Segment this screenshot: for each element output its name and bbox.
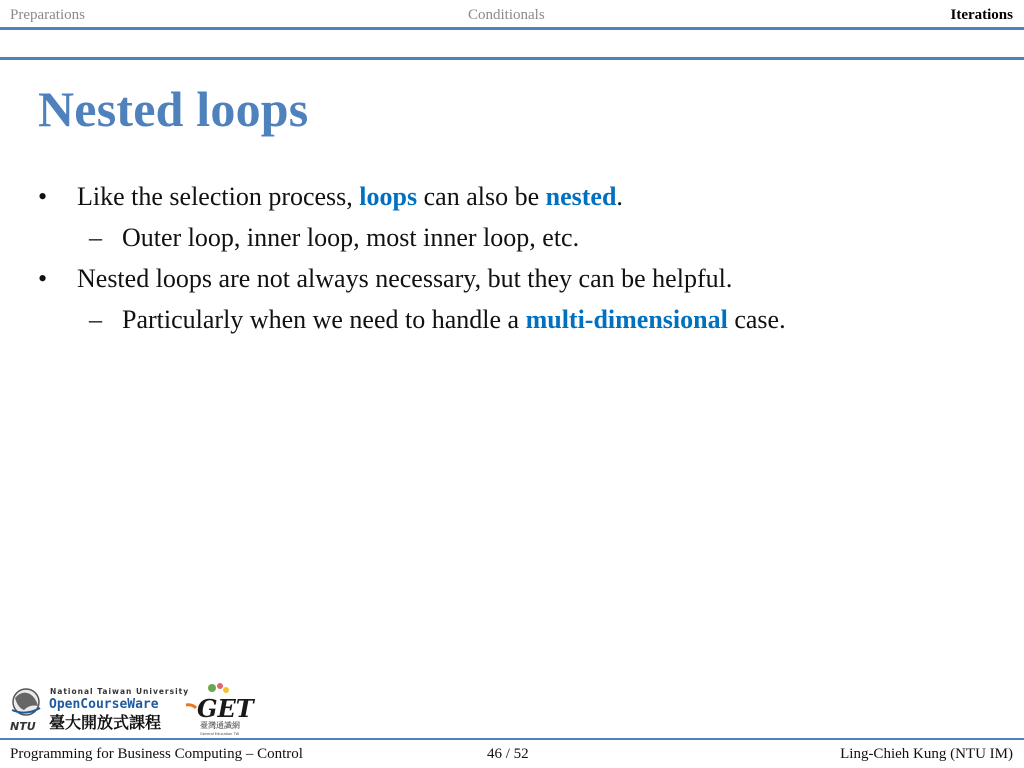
highlighted-term: multi-dimensional [525, 305, 728, 334]
section-navigation [0, 0, 1024, 30]
footer-page-number: 46 / 52 [487, 746, 529, 762]
nav-item-iterations[interactable]: Iterations [950, 7, 1013, 23]
svg-text:General Education TW: General Education TW [200, 732, 240, 736]
nav-item-conditionals[interactable]: Conditionals [468, 7, 545, 23]
text-run: Like the selection process, [77, 182, 360, 211]
ocw-logo [8, 680, 258, 736]
slide-title: Nested loops [38, 81, 309, 137]
text-run: can also be [417, 182, 546, 211]
dash-marker: – [89, 305, 102, 334]
bullet-text [77, 182, 623, 212]
logo-area [8, 680, 258, 736]
highlighted-term: nested [545, 182, 617, 211]
text-run: Particularly when we need to handle a [122, 305, 526, 334]
bullet-text [77, 264, 732, 294]
page-total: 52 [513, 746, 529, 762]
page-current: 46 [487, 746, 502, 762]
ntu-globe-icon [12, 689, 40, 715]
header-divider [0, 57, 1024, 60]
bullet-marker: • [38, 264, 48, 293]
svg-text:GET: GET [197, 694, 254, 723]
text-run: case. [727, 305, 786, 334]
footer-divider [0, 738, 1024, 740]
footer-course: Programming for Business Computing – Control [10, 746, 303, 762]
svg-text:National Taiwan University: National Taiwan University [50, 687, 190, 696]
text-run: . [616, 182, 623, 211]
text-run: Outer loop, inner loop, most inner loop, etc. [122, 223, 580, 252]
dash-marker: – [89, 223, 102, 252]
footer-author: Ling-Chieh Kung (NTU IM) [840, 746, 1013, 762]
svg-text:NTU: NTU [10, 720, 36, 733]
bullet-text [122, 305, 786, 335]
nav-divider [0, 27, 1024, 30]
bullet-marker: • [38, 182, 48, 211]
text-run: Nested loops are not always necessary, but they can be helpful. [77, 264, 733, 293]
highlighted-term: loops [359, 182, 418, 211]
svg-text:OpenCourseWare: OpenCourseWare [49, 697, 159, 712]
svg-text:臺大開放式課程: 臺大開放式課程 [49, 713, 162, 732]
svg-text:臺灣通識網: 臺灣通識網 [200, 721, 240, 730]
bullet-text [122, 223, 579, 253]
nav-item-preparations[interactable]: Preparations [10, 7, 85, 23]
